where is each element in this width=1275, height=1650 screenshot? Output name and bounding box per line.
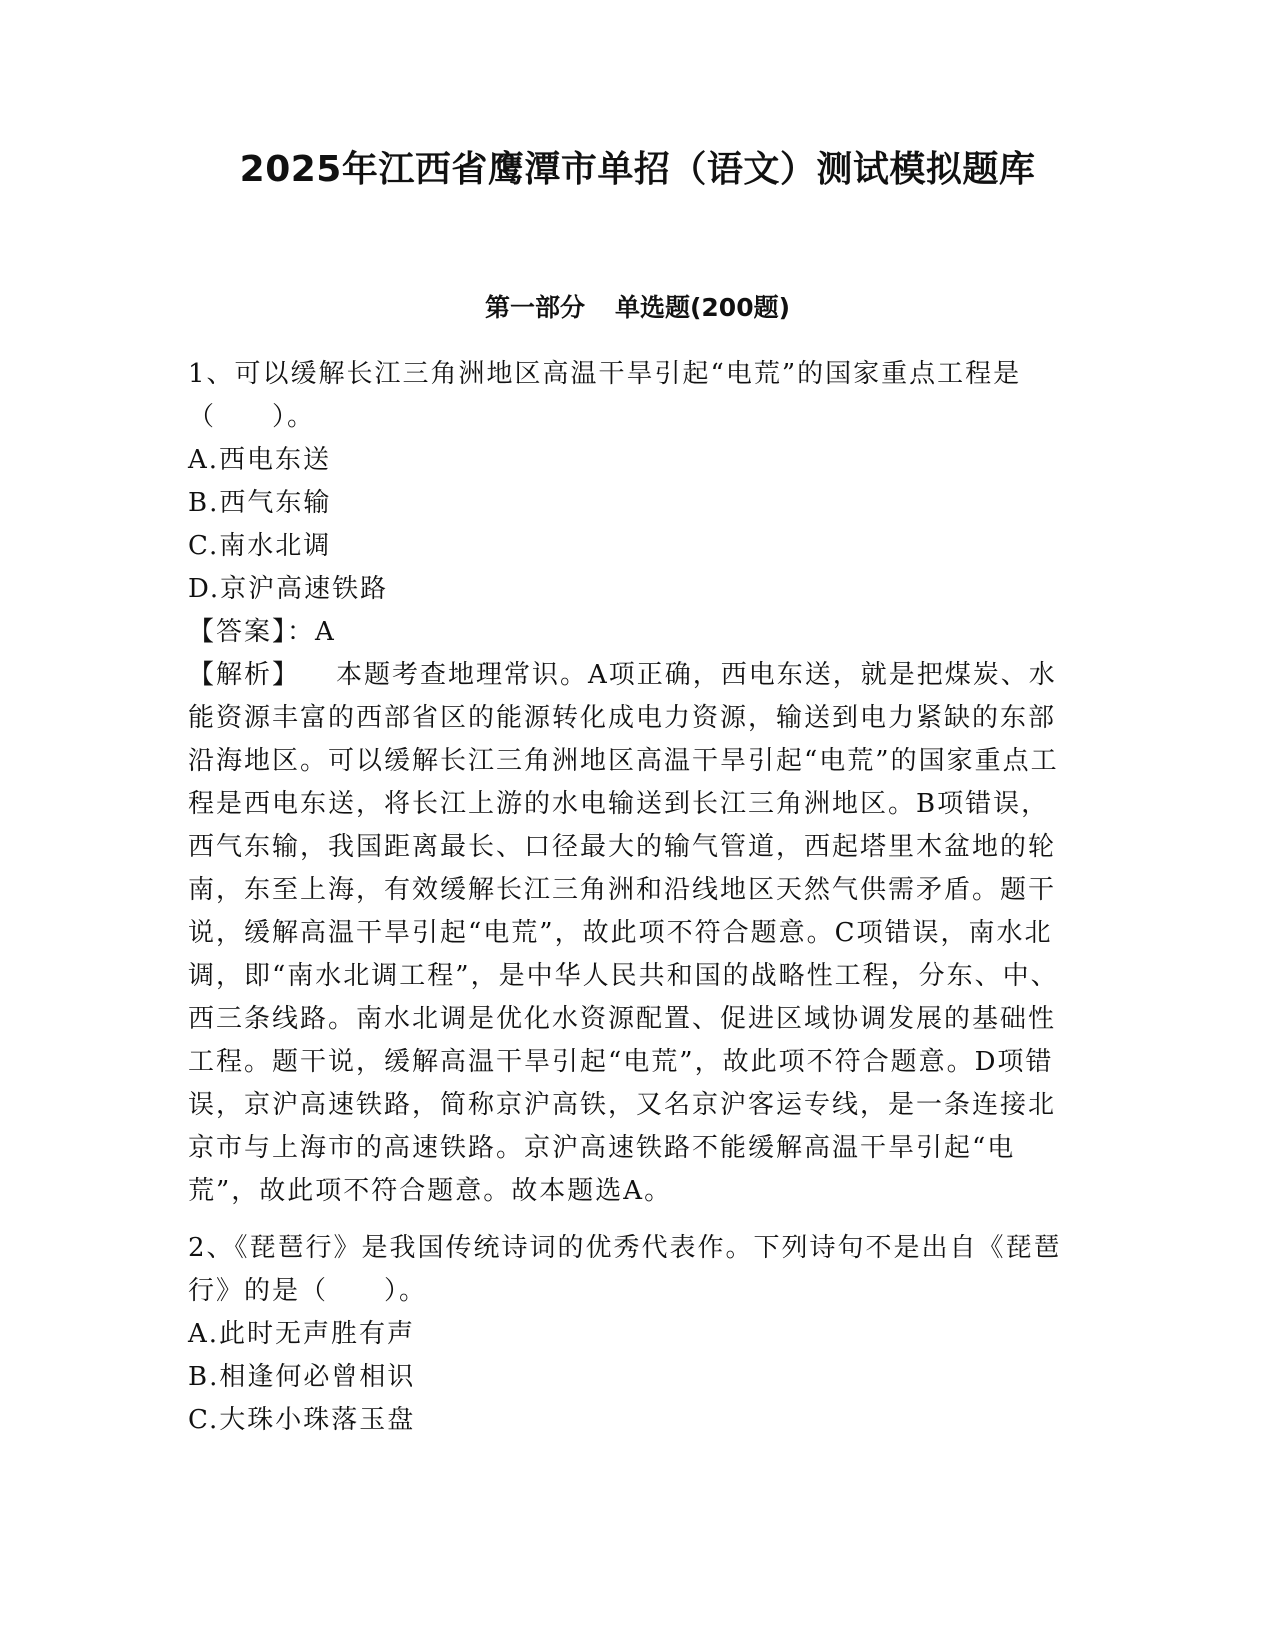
answer-label: 【答案】： [188,617,316,647]
question-stem: 1、可以缓解长江三角洲地区高温干旱引起“电荒”的国家重点工程是（ ）。 [188,359,1022,432]
option-a: A.西电东送 [188,445,332,475]
question-1 [188,353,1076,1213]
option-c: C.大珠小珠落玉盘 [188,1405,416,1435]
document-title: 2025年江西省鹰潭市单招（语文）测试模拟题库 [239,149,1036,190]
answer-value: A [315,617,336,647]
option-b: B.相逢何必曾相识 [188,1362,416,1392]
section-heading [0,292,1275,324]
analysis-text: 本题考查地理常识。A项正确，西电东送，就是把煤炭、水能资源丰富的西部省区的能源转化成电力资源，输送到电力紧缺的东部沿海地区。可以缓解长江三角洲地区高温干旱引起“电荒”的国家重点工程是西电东送，将长江上游的水电输送到长江三角洲地区。B项错误，西气东输，我国距离最长、口径最大的输气管道，西起塔里木盆地的轮南，东至上海，有效缓解长江三角洲和沿线地区天然气供需矛盾。题干说，缓解高温干旱引起“电荒”，故此项不符合题意。C项错误，南水北调，即“南水北调工程”，是中华人民共和国的战略性工程，分东、中、西三条线路。南水北调是优化水资源配置、促进区域协调发展的基础性工程。题干说，缓解高温干旱引起“电荒”，故此项不符合题意。D项错误，京沪高速铁路，简称京沪高铁，又名京沪客运专线，是一条连接北京市与上海市的高速铁路。京沪高速铁路不能缓解高温干旱引起“电荒”，故此项不符合题意。故本题选A。 [188,660,1059,1206]
option-c: C.南水北调 [188,531,332,561]
option-d: D.京沪高速铁路 [188,574,389,604]
analysis-paragraph [188,654,1076,1213]
option-a: A.此时无声胜有声 [188,1319,416,1349]
section-part-label: 第一部分 [484,293,585,322]
question-2 [188,1227,1076,1442]
question-list [188,353,1076,1442]
analysis-label: 【解析】 [188,660,301,690]
section-name-label: 单选题(200题) [614,293,791,322]
option-b: B.西气东输 [188,488,332,518]
question-stem: 2、《琵琶行》是我国传统诗词的优秀代表作。下列诗句不是出自《琵琶行》的是（ ）。 [188,1233,1062,1306]
answer-line [188,611,1076,654]
